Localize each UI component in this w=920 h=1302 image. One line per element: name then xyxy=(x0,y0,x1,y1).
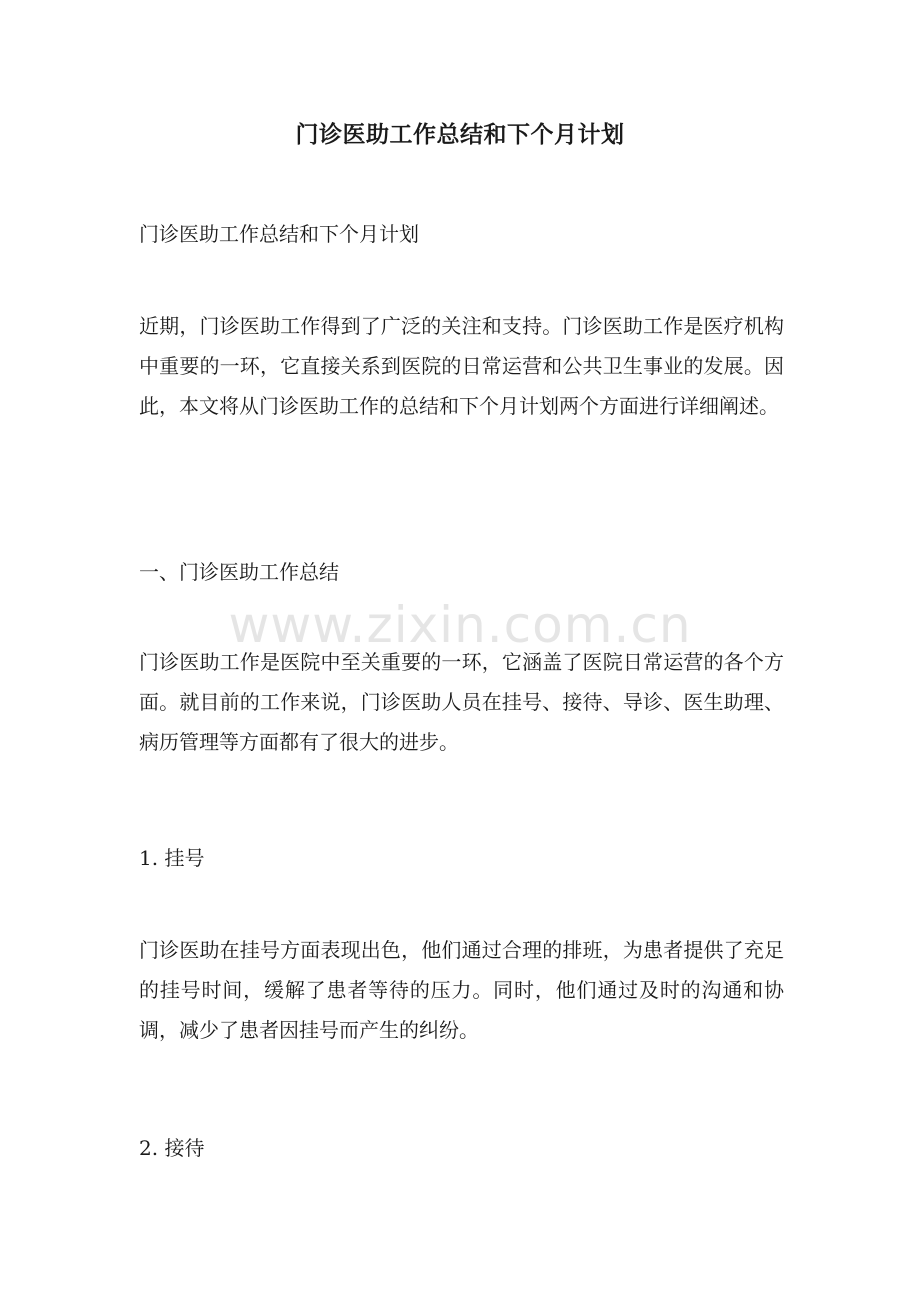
section-1-heading: 一、门诊医助工作总结 xyxy=(139,560,339,584)
item-2-heading: 2. 接待 xyxy=(139,1136,205,1160)
document-title: 门诊医助工作总结和下个月计划 xyxy=(295,121,625,148)
document-subtitle: 门诊医助工作总结和下个月计划 xyxy=(139,222,419,246)
item-1-heading: 1. 挂号 xyxy=(139,846,205,870)
item-1-paragraph: 门诊医助在挂号方面表现出色，他们通过合理的排班，为患者提供了充足的挂号时间，缓解了患者等待的压力。同时，他们通过及时的沟通和协调，减少了患者因挂号而产生的纠纷。 xyxy=(139,938,784,1042)
intro-paragraph: 近期，门诊医助工作得到了广泛的关注和支持。门诊医助工作是医疗机构中重要的一环，它直接关系到医院的日常运营和公共卫生事业的发展。因此，本文将从门诊医助工作的总结和下个月计划两个方面进行详细阐述。 xyxy=(139,314,784,418)
section-1-paragraph: 门诊医助工作是医院中至关重要的一环，它涵盖了医院日常运营的各个方面。就目前的工作来说，门诊医助人员在挂号、接待、导诊、医生助理、病历管理等方面都有了很大的进步。 xyxy=(139,650,784,754)
watermark: www.zixin.com.cn xyxy=(228,596,692,654)
